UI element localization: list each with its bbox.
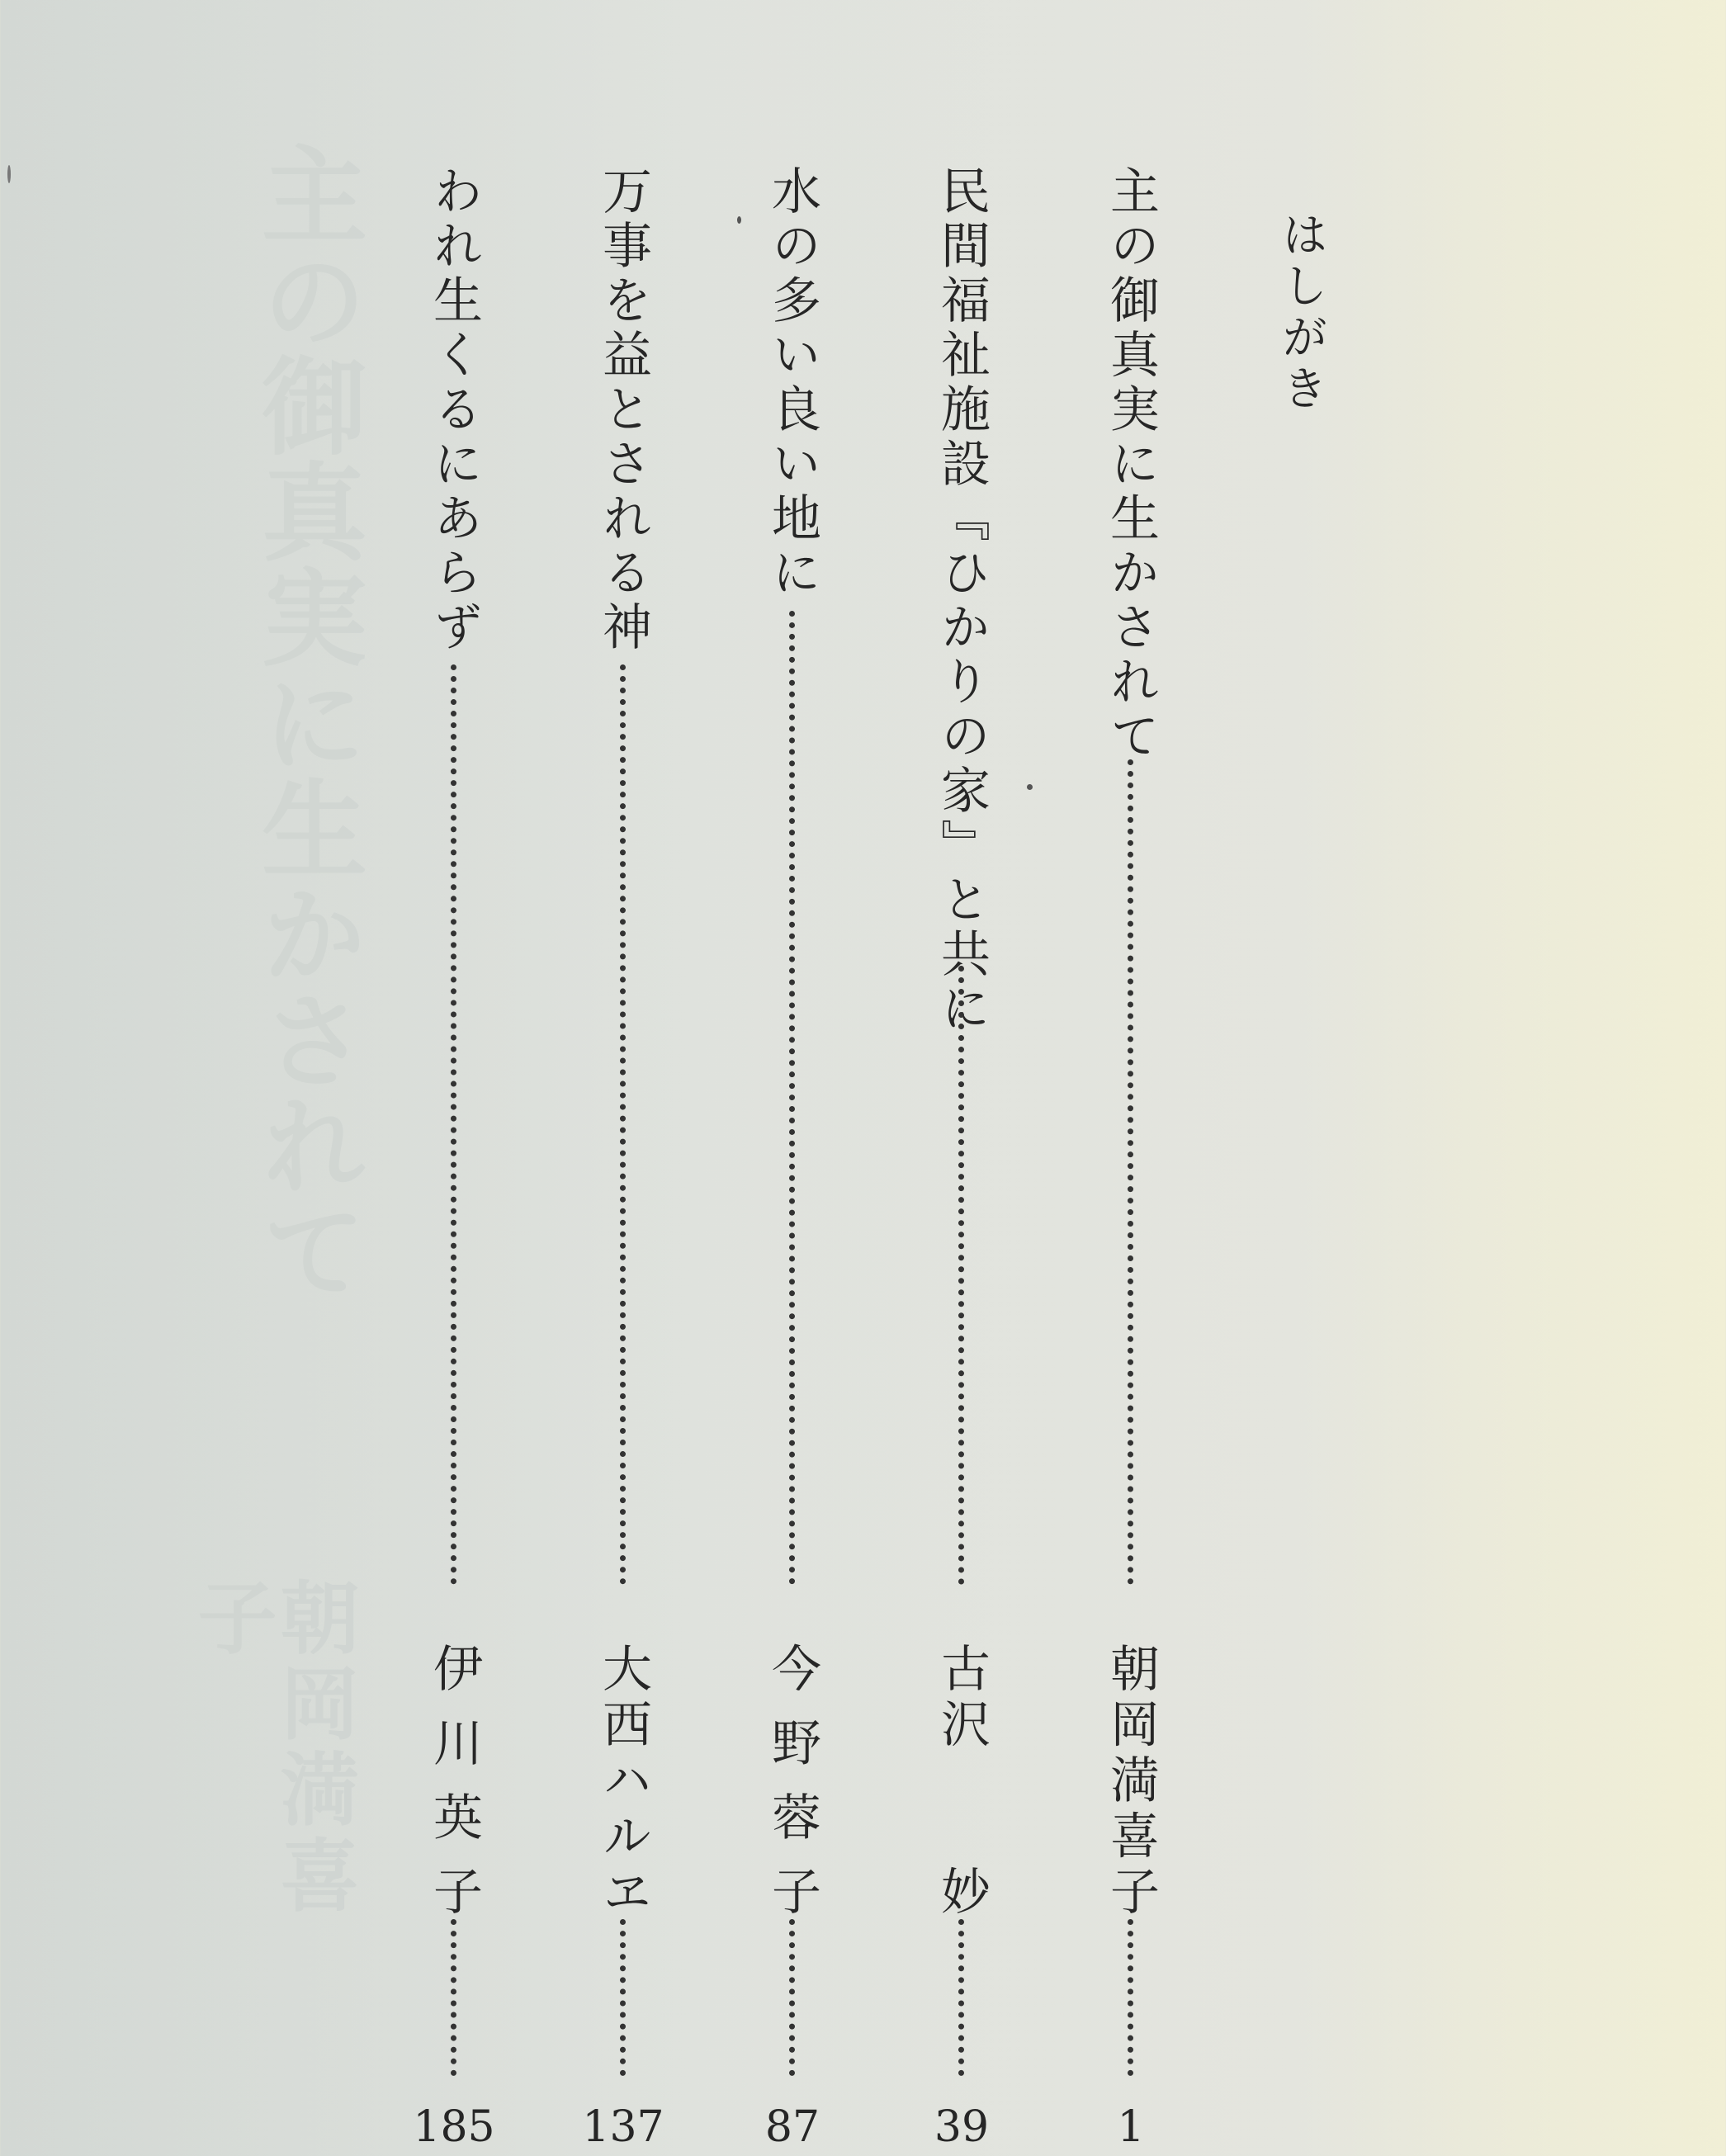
entry-title: 万事を益とされる神 xyxy=(594,165,652,655)
paper-speck xyxy=(737,216,741,224)
entry-author: 古沢 妙 xyxy=(933,1643,991,1915)
bleed-through-title: 主の御真実に生かされて xyxy=(244,140,367,1303)
dot-leader xyxy=(620,664,626,1585)
entry-author: 朝岡満喜子 xyxy=(1102,1643,1160,1915)
dot-leader xyxy=(958,966,964,1585)
toc-entry[interactable] xyxy=(582,165,664,2152)
dot-leader xyxy=(789,1919,795,2076)
entry-page-number: 87 xyxy=(764,2102,820,2152)
entry-author: 大西ハルヱ xyxy=(594,1643,652,1915)
toc-entry[interactable] xyxy=(764,165,821,2152)
entry-page-number: 1 xyxy=(1117,2102,1145,2152)
toc-entry[interactable] xyxy=(413,165,495,2152)
entry-page-number: 137 xyxy=(582,2102,664,2152)
entry-title: われ生くるにあらず xyxy=(425,165,483,655)
dot-leader xyxy=(958,1919,964,2076)
entry-page-number: 185 xyxy=(413,2102,495,2152)
dot-leader xyxy=(451,664,456,1585)
bleed-through-author: 朝岡満喜子 xyxy=(185,1577,361,1920)
preface-heading: はしがき xyxy=(1274,210,1328,415)
dot-leader xyxy=(789,611,795,1585)
entry-author: 今野蓉子 xyxy=(764,1643,821,1915)
dot-leader xyxy=(451,1919,456,2076)
dot-leader xyxy=(1128,759,1133,1585)
dot-leader xyxy=(1128,1919,1133,2076)
entry-title: 民間福祉施設『ひかりの家』と共に xyxy=(933,165,991,1037)
entry-title: 水の多い良い地に xyxy=(764,165,821,601)
entry-title: 主の御真実に生かされて xyxy=(1102,165,1160,764)
entry-author: 伊川英子 xyxy=(425,1643,483,1915)
toc-entry[interactable] xyxy=(933,165,991,2152)
dot-leader xyxy=(620,1919,626,2076)
paper-speck xyxy=(1027,784,1033,790)
entry-page-number: 39 xyxy=(934,2102,990,2152)
paper-speck xyxy=(7,165,11,183)
toc-entry[interactable] xyxy=(1102,165,1160,2152)
